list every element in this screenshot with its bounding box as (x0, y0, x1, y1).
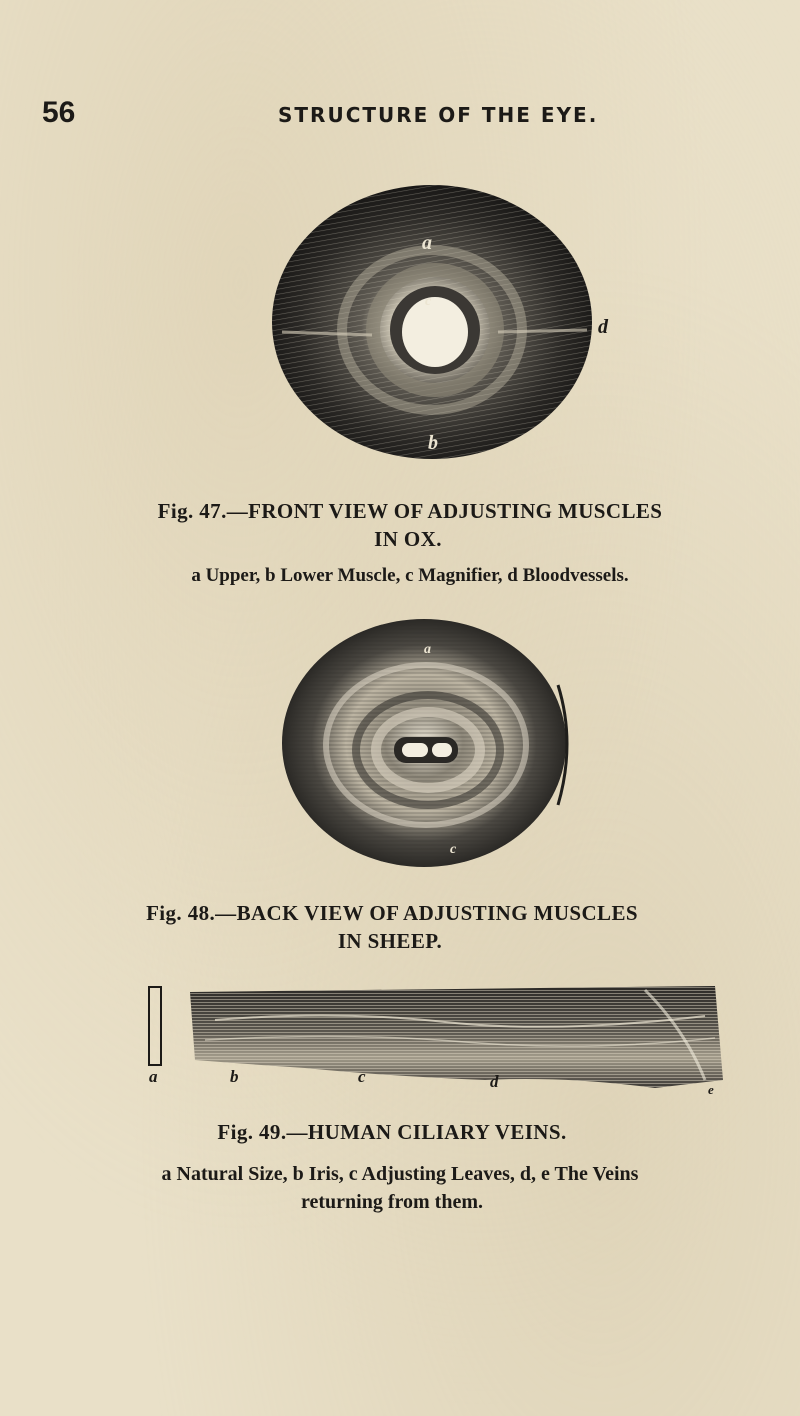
fig47-label-a: a (422, 232, 432, 254)
fig49-title: Fig. 49.—HUMAN CILIARY VEINS. (217, 1120, 567, 1144)
fig47-illustration (262, 180, 612, 465)
fig48-label-c: c (450, 842, 457, 857)
fig47-label-c: c (425, 294, 432, 309)
fig48-label-a: a (424, 642, 431, 657)
fig47-label-b: b (428, 432, 438, 454)
fig47-title-line2: IN OX. (374, 527, 442, 551)
fig49-illustration (185, 980, 725, 1092)
fig48-title: Fig. 48.—BACK VIEW OF ADJUSTING MUSCLES (146, 901, 638, 925)
fig49-label-a: a (149, 1067, 158, 1086)
fig49-legend-line2: returning from them. (300, 1191, 483, 1213)
fig49-legend: a Natural Size, b Iris, c Adjusting Leaves, d, e The Veins (161, 1163, 639, 1185)
fig47-title: Fig. 47.—FRONT VIEW OF ADJUSTING MUSCLES (157, 499, 663, 523)
fig48-title-line2: IN SHEEP. (337, 929, 443, 953)
fig49-natural-size-marker (146, 985, 166, 1067)
fig47-label-d: d (598, 316, 608, 338)
fig49-label-d: d (490, 1072, 499, 1091)
fig49-label-b: b (230, 1067, 239, 1086)
fig49-label-e: e (708, 1082, 714, 1097)
fig47-legend: a Upper, b Lower Muscle, c Magnifier, d Bloodvessels. (191, 565, 629, 586)
fig49-label-c: c (358, 1067, 366, 1086)
page-number: 56 (42, 96, 76, 129)
running-head: STRUCTURE OF THE EYE. (278, 103, 599, 127)
